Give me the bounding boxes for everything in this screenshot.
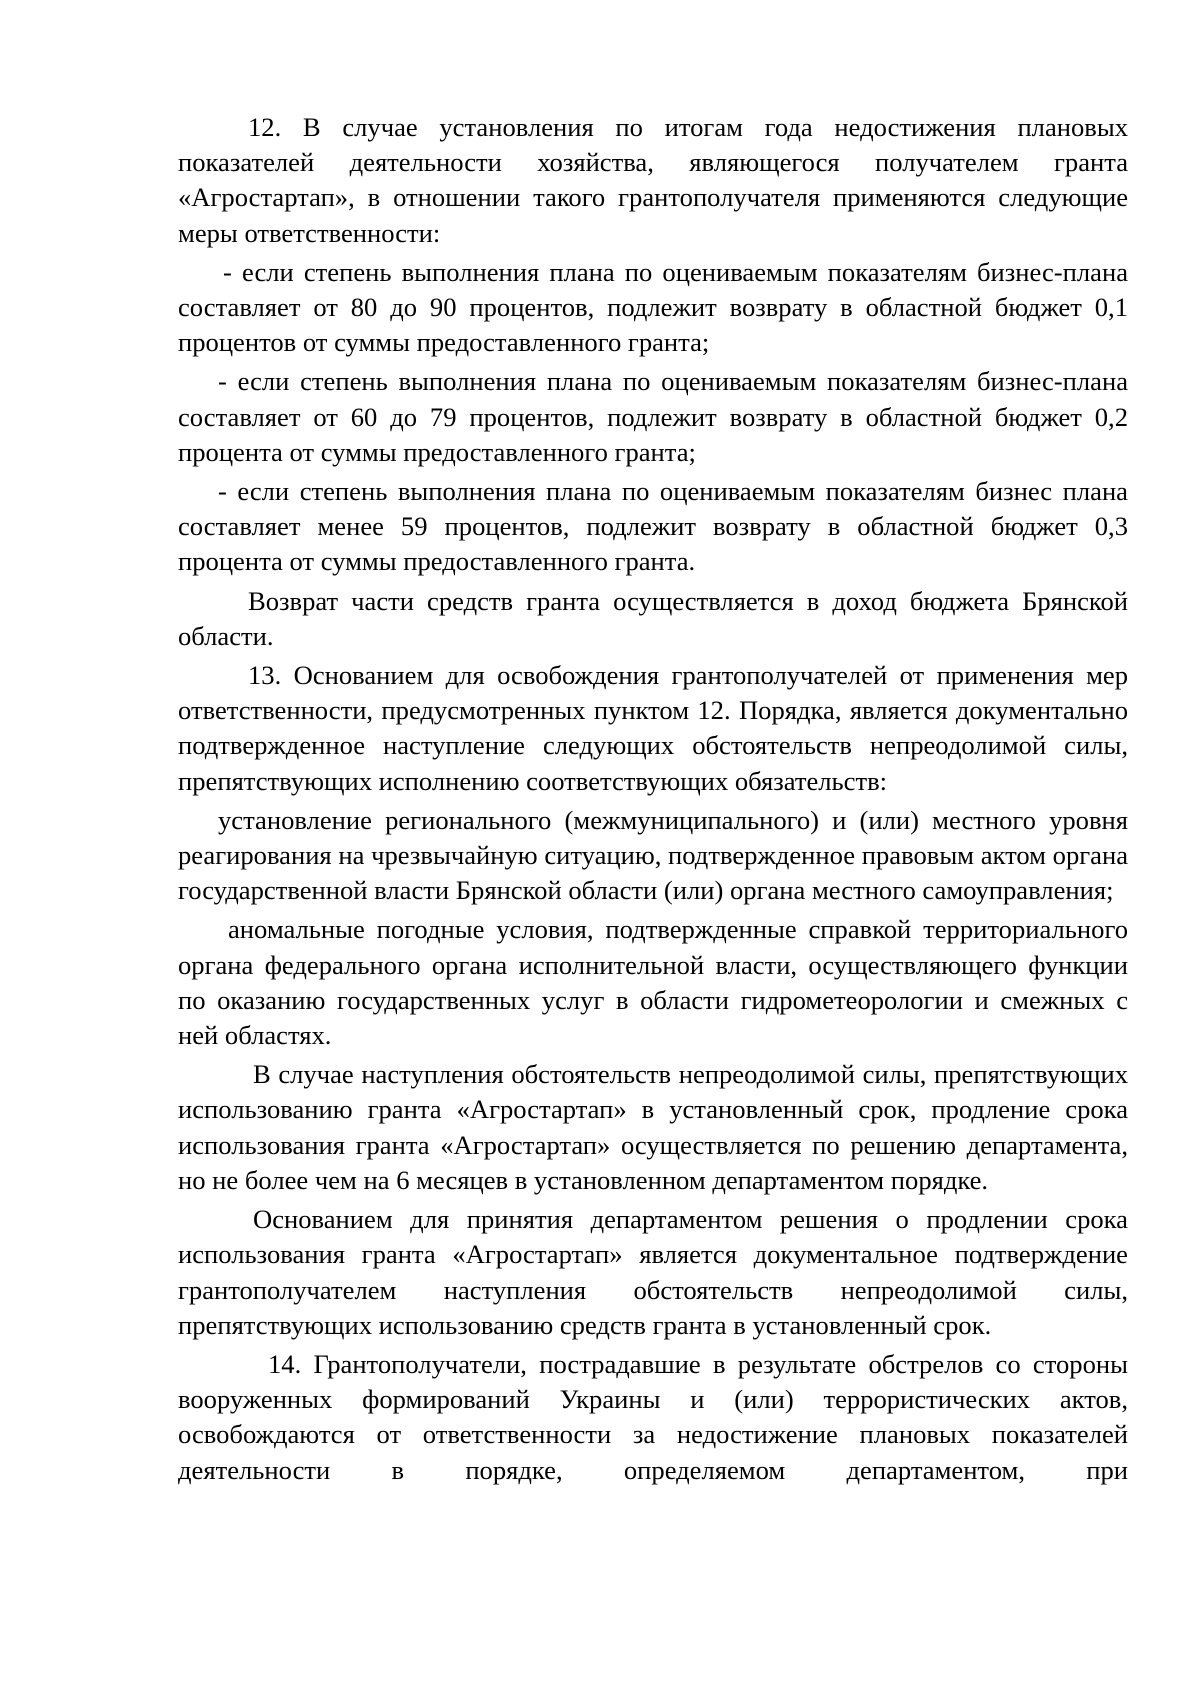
paragraph-weather: аномальные погодные условия, подтвержденные справкой территориального органа федерального органа исполнительной власти, осуществляющего функции по оказанию государственных услуг в области гидрометеорологии и смежных с ней областях. — [178, 914, 1128, 1051]
paragraph-return: Возврат части средств гранта осуществляется в доход бюджета Брянской области. — [178, 585, 1128, 651]
list-item-under-59: - если степень выполнения плана по оцениваемым показателям бизнес плана составляет менее 59 процентов, подлежит возврату в областной бюджет 0,3 процента от суммы предоставленного гранта. — [178, 476, 1128, 577]
paragraph-emergency: установление регионального (межмуниципального) и (или) местного уровня реагирования на чрезвычайную ситуацию, подтвержденное правовым актом органа государственной власти Брянской области (или) органа местного самоуправления; — [178, 804, 1128, 906]
document-body — [178, 110, 1128, 1488]
paragraph-extension: В случае наступления обстоятельств непреодолимой силы, препятствующих использованию гранта «Агростартап» в установленный срок, продление срока использования гранта «Агростартап» осуществляется по решению департамента, но не более чем на 6 месяцев в установленном департаментом порядке. — [178, 1059, 1128, 1195]
paragraph-12: 12. В случае установления по итогам года недостижения плановых показателей деятельности хозяйства, являющегося получателем гранта «Агростартап», в отношении такого грантополучателя применяются следующие меры ответственности: — [178, 112, 1128, 248]
paragraph-13: 13. Основанием для освобождения грантополучателей от применения мер ответственности, предусмотренных пунктом 12. Порядка, является документально подтвержденное наступление следующих обстоятельств непреодолимой силы, препятствующих исполнению соответствующих обязательств: — [178, 660, 1128, 796]
list-item-80-90: - если степень выполнения плана по оцениваемым показателям бизнес-плана составляет от 80 до 90 процентов, подлежит возврату в областной бюджет 0,1 процентов от суммы предоставленного гранта; — [178, 256, 1128, 358]
paragraph-grounds: Основанием для принятия департаментом решения о продлении срока использования гранта «Агростартап» является документальное подтверждение грантополучателем наступления обстоятельств непреодолимой силы, препятствующих использованию средств гранта в установленный срок. — [178, 1204, 1128, 1340]
list-item-60-79: - если степень выполнения плана по оцениваемым показателям бизнес-плана составляет от 60 до 79 процентов, подлежит возврату в областной бюджет 0,2 процента от суммы предоставленного гранта; — [178, 366, 1128, 467]
paragraph-14: 14. Грантополучатели, пострадавшие в результате обстрелов со стороны вооруженных формирований Украины и (или) террористических актов, освобождаются от ответственности за недостижение плановых показателей деятельности в порядке, определяемом департаментом, при — [178, 1348, 1128, 1485]
